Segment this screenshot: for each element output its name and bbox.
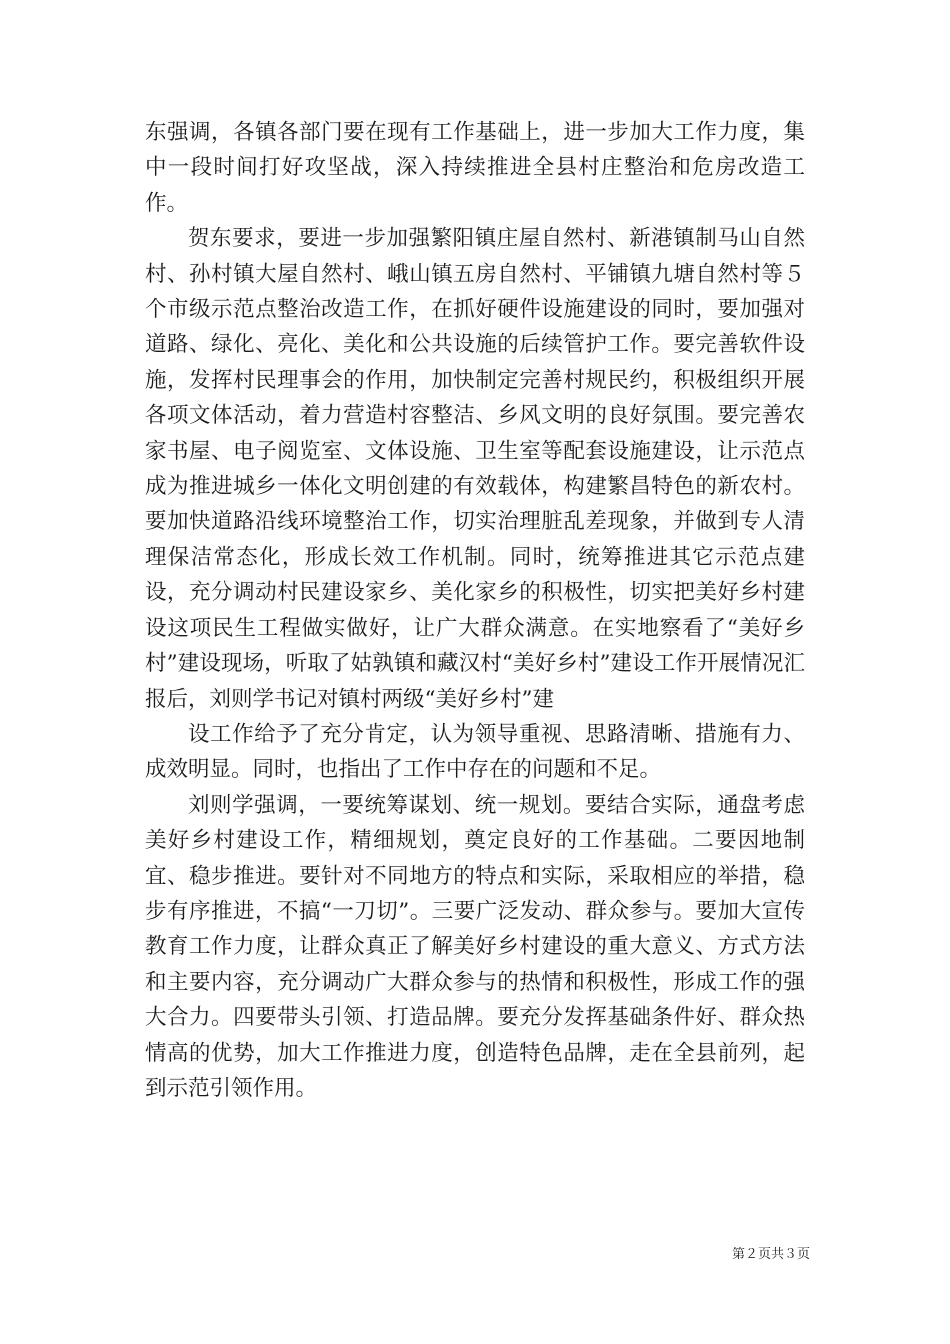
page-number: 第２页共３页 (731, 1247, 810, 1262)
paragraph-continuation: 东强调，各镇各部门要在现有工作基础上，进一步加大工作力度，集中一段时间打好攻坚战，深入持续推进全县村庄整治和危房改造工作。 (145, 120, 805, 216)
paragraph-liu-zexue-emphasis: 刘则学强调，一要统筹谋划、统一规划。要结合实际，通盘考虑美好乡村建设工作，精细规划，奠定良好的工作基础。二要因地制宜、稳步推进。要针对不同地方的特点和实际，采取相应的举措，稳步有序推进，不搞“一刀切”。三要广泛发动、群众参与。要加大宣传教育工作力度，让群众真正了解美好乡村建设的重大意义、方式方法和主要内容，充分调动广大群众参与的热情和积极性，形成工作的强大合力。四要带头引领、打造品牌。要充分发挥基础条件好、群众热情高的优势，加大工作推进力度，创造特色品牌，走在全县前列，起到示范引领作用。 (145, 792, 805, 1101)
paragraph-affirmation: 设工作给予了充分肯定，认为领导重视、思路清晰、措施有力、成效明显。同时，也指出了工作中存在的问题和不足。 (145, 721, 805, 783)
paragraph-he-dong-requirements: 贺东要求，要进一步加强繁阳镇庄屋自然村、新港镇制马山自然村、孙村镇大屋自然村、峨山镇五房自然村、平铺镇九塘自然村等５个市级示范点整治改造工作，在抓好硬件设施建设的同时，要加强对道路、绿化、亮化、美化和公共设施的后续管护工作。要完善软件设施，发挥村民理事会的作用，加快制定完善村规民约，积极组织开展各项文体活动，着力营造村容整洁、乡风文明的良好氛围。要完善农家书屋、电子阅览室、文体设施、卫生室等配套设施建设，让示范点成为推进城乡一体化文明创建的有效载体，构建繁昌特色的新农村。要加快道路沿线环境整治工作，切实治理脏乱差现象，并做到专人清理保洁常态化，形成长效工作机制。同时，统筹推进其它示范点建设，充分调动村民建设家乡、美化家乡的积极性，切实把美好乡村建设这项民生工程做实做好，让广大群众满意。在实地察看了“美好乡村”建设现场，听取了姑孰镇和藏汉村“美好乡村”建设工作开展情况汇报后，刘则学书记对镇村两级“美好乡村”建 (145, 226, 805, 712)
document-body (145, 115, 805, 1106)
